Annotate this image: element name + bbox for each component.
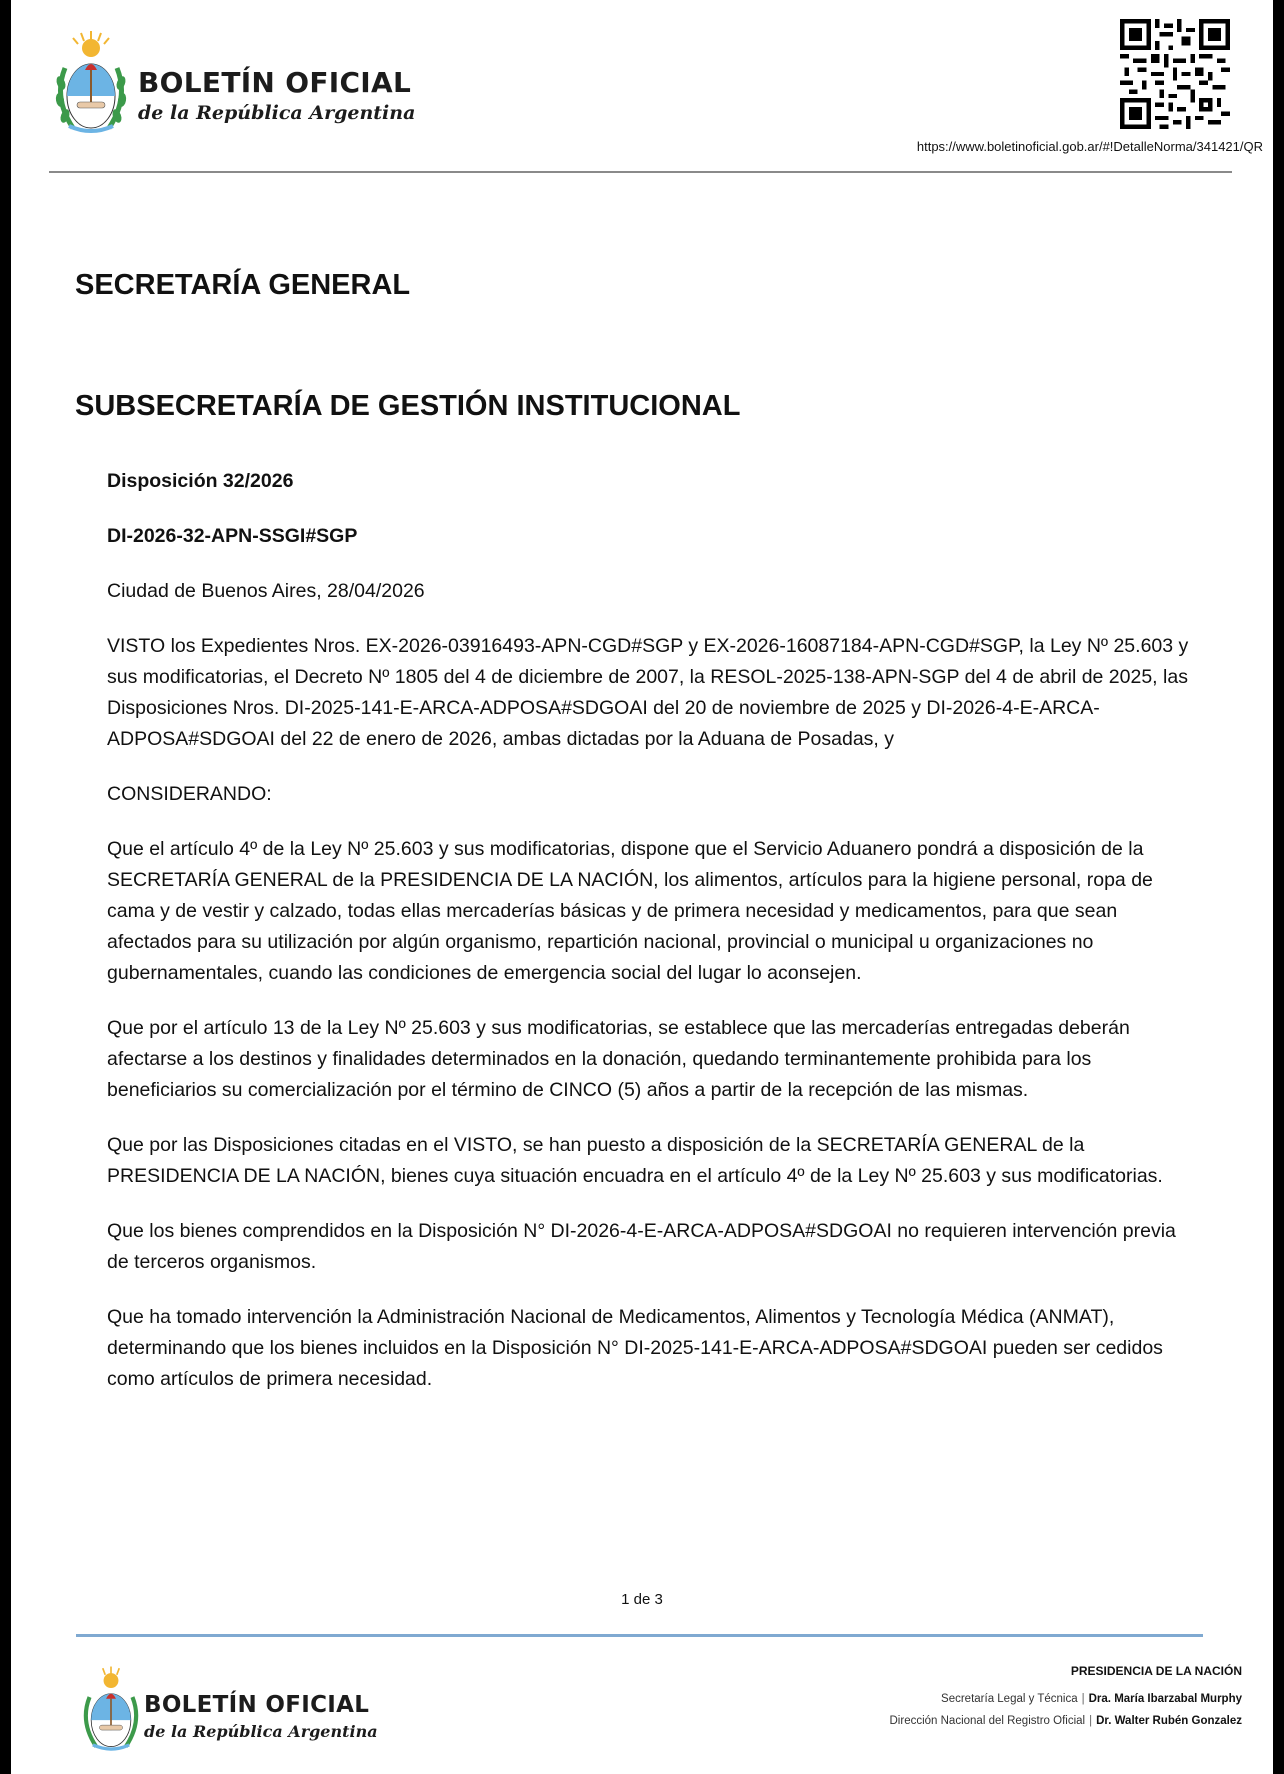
footer-boletin-logo (78, 1664, 398, 1764)
heading-secretaria: SECRETARÍA GENERAL (75, 269, 411, 301)
logo-title: BOLETÍN OFICIAL (138, 66, 412, 99)
footer-line-direccion (890, 1715, 1243, 1727)
footer-person: Dra. María Ibarzabal Murphy (1088, 1693, 1242, 1705)
norma-url[interactable]: https://www.boletinoficial.gob.ar/#!DetalleNorma/341421/QR (916, 139, 1263, 154)
disposicion-title: Disposición 32/2026 (107, 470, 294, 492)
disposicion-code: DI-2026-32-APN-SSGI#SGP (107, 525, 358, 547)
qr-code-icon[interactable] (1120, 19, 1230, 129)
document-page (11, 0, 1273, 1774)
considerando-paragraph: Que por el artículo 13 de la Ley Nº 25.603 y sus modificatorias, se establece que las mercaderías entregadas deberán afectarse a los destinos y finalidades determinados en la donación, quedando terminantemente prohibida para los beneficiarios su comercialización por el término de CINCO (5) años a partir de la recepción de las mismas. (107, 1017, 1130, 1101)
boletin-oficial-logo[interactable] (51, 28, 421, 143)
visto-paragraph: VISTO los Expedientes Nros. EX-2026-03916493-APN-CGD#SGP y EX-2026-16087184-APN-CGD#SGP, la Ley Nº 25.603 y sus modificatorias, el Decreto Nº 1805 del 4 de diciembre de 2007, la RESOL-2025-138-APN-SGP del 4 de abril de 2025, las Disposiciones Nros. DI-2025-141-E-ARCA-ADPOSA#SDGOAI del 20 de noviembre de 2025 y DI-2026-4-E-ARCA-ADPOSA#SDGOAI del 22 de enero de 2026, ambas dictadas por la Aduana de Posadas, y (107, 635, 1189, 750)
heading-subsecretaria: SUBSECRETARÍA DE GESTIÓN INSTITUCIONAL (75, 390, 741, 422)
footer-separator: | (1081, 1693, 1085, 1705)
place-date: Ciudad de Buenos Aires, 28/04/2026 (107, 580, 425, 602)
footer-logo-subtitle: de la República Argentina (144, 1722, 378, 1741)
page-number: 1 de 3 (621, 1591, 663, 1608)
footer-separator: | (1089, 1715, 1093, 1727)
considerando-paragraph: Que ha tomado intervención la Administración Nacional de Medicamentos, Alimentos y Tecnología Médica (ANMAT), determinando que los bienes incluidos en la Disposición N° DI-2025-141-E-ARCA-ADPOSA#SDGOAI pueden ser cedidos como artículos de primera necesidad. (107, 1306, 1163, 1390)
argentina-coat-of-arms-icon (51, 28, 131, 143)
argentina-coat-of-arms-icon (78, 1664, 144, 1759)
footer-credits (890, 1664, 1243, 1737)
considerando-paragraph: Que el artículo 4º de la Ley Nº 25.603 y sus modificatorias, dispone que el Servicio Aduanero pondrá a disposición de la SECRETARÍA GENERAL de la PRESIDENCIA DE LA NACIÓN, los alimentos, artículos para la higiene personal, ropa de cama y de vestir y calzado, todas ellas mercaderías básicas y de primera necesidad y medicamentos, para que sean afectados para su utilización por algún organismo, repartición nacional, provincial o municipal u organizaciones no gubernamentales, cuando las condiciones de emergencia social del lugar lo aconsejen. (107, 838, 1153, 984)
footer-divider (76, 1634, 1203, 1637)
logo-subtitle: de la República Argentina (138, 102, 416, 124)
document-body (107, 466, 1197, 1419)
considerando-label: CONSIDERANDO: (107, 783, 272, 805)
footer-person: Dr. Walter Rubén Gonzalez (1096, 1715, 1242, 1727)
footer-logo-title: BOLETÍN OFICIAL (144, 1692, 370, 1718)
footer-office: Dirección Nacional del Registro Oficial (889, 1715, 1086, 1727)
considerando-paragraph: Que los bienes comprendidos en la Disposición N° DI-2026-4-E-ARCA-ADPOSA#SDGOAI no requieren intervención previa de terceros organismos. (107, 1220, 1176, 1273)
header-divider (49, 171, 1232, 173)
footer-institution: PRESIDENCIA DE LA NACIÓN (1070, 1664, 1242, 1678)
footer-line-secretaria (890, 1693, 1243, 1705)
footer-office: Secretaría Legal y Técnica (941, 1693, 1078, 1705)
considerando-paragraph: Que por las Disposiciones citadas en el VISTO, se han puesto a disposición de la SECRETARÍA GENERAL de la PRESIDENCIA DE LA NACIÓN, bienes cuya situación encuadra en el artículo 4º de la Ley Nº 25.603 y sus modificatorias. (107, 1134, 1163, 1187)
